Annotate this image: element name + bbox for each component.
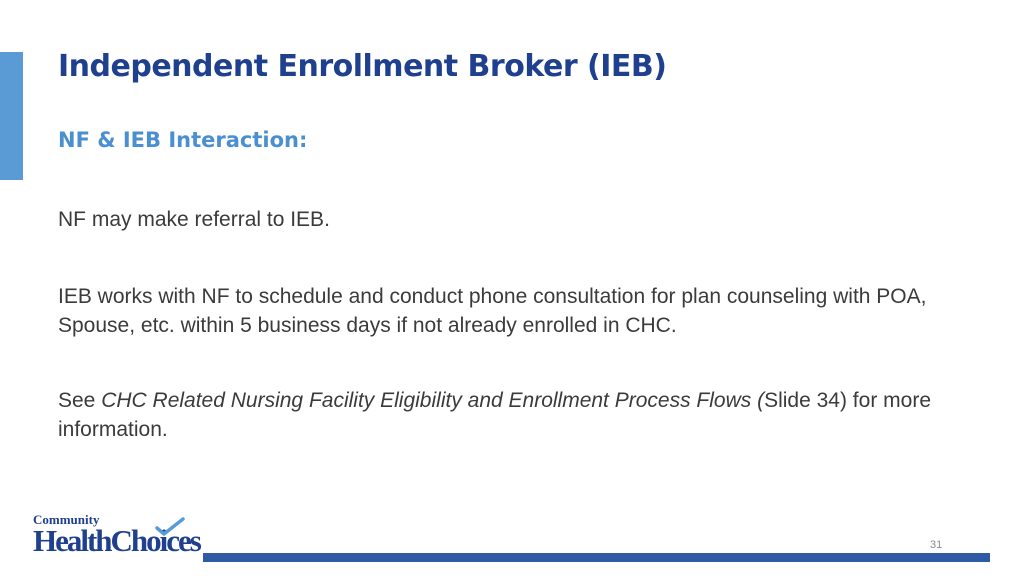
footer-line <box>203 553 990 562</box>
logo-healthchoices-text: HealthChoices <box>33 523 200 558</box>
see-prefix: See <box>58 389 102 412</box>
checkmark-icon <box>155 517 185 537</box>
paragraph-referral: NF may make referral to IEB. <box>58 208 330 231</box>
paragraph-consultation: IEB works with NF to schedule and conduct phone consultation for plan counseling with POA, Spouse, etc. within 5 business days if not already enrolled in CHC. <box>58 285 927 337</box>
community-healthchoices-logo <box>33 513 198 561</box>
logo-community-text: Community <box>33 512 100 527</box>
page-number: 31 <box>930 539 943 551</box>
see-suffix: Slide 34) for more information. <box>58 389 931 441</box>
slide-subtitle: NF & IEB Interaction: <box>58 128 308 152</box>
title-accent-bar <box>0 52 23 180</box>
slide-title: Independent Enrollment Broker (IEB) <box>58 49 667 84</box>
paragraph-see-more <box>58 386 988 444</box>
process-flows-reference: CHC Related Nursing Facility Eligibility and Enrollment Process Flows ( <box>101 389 765 412</box>
